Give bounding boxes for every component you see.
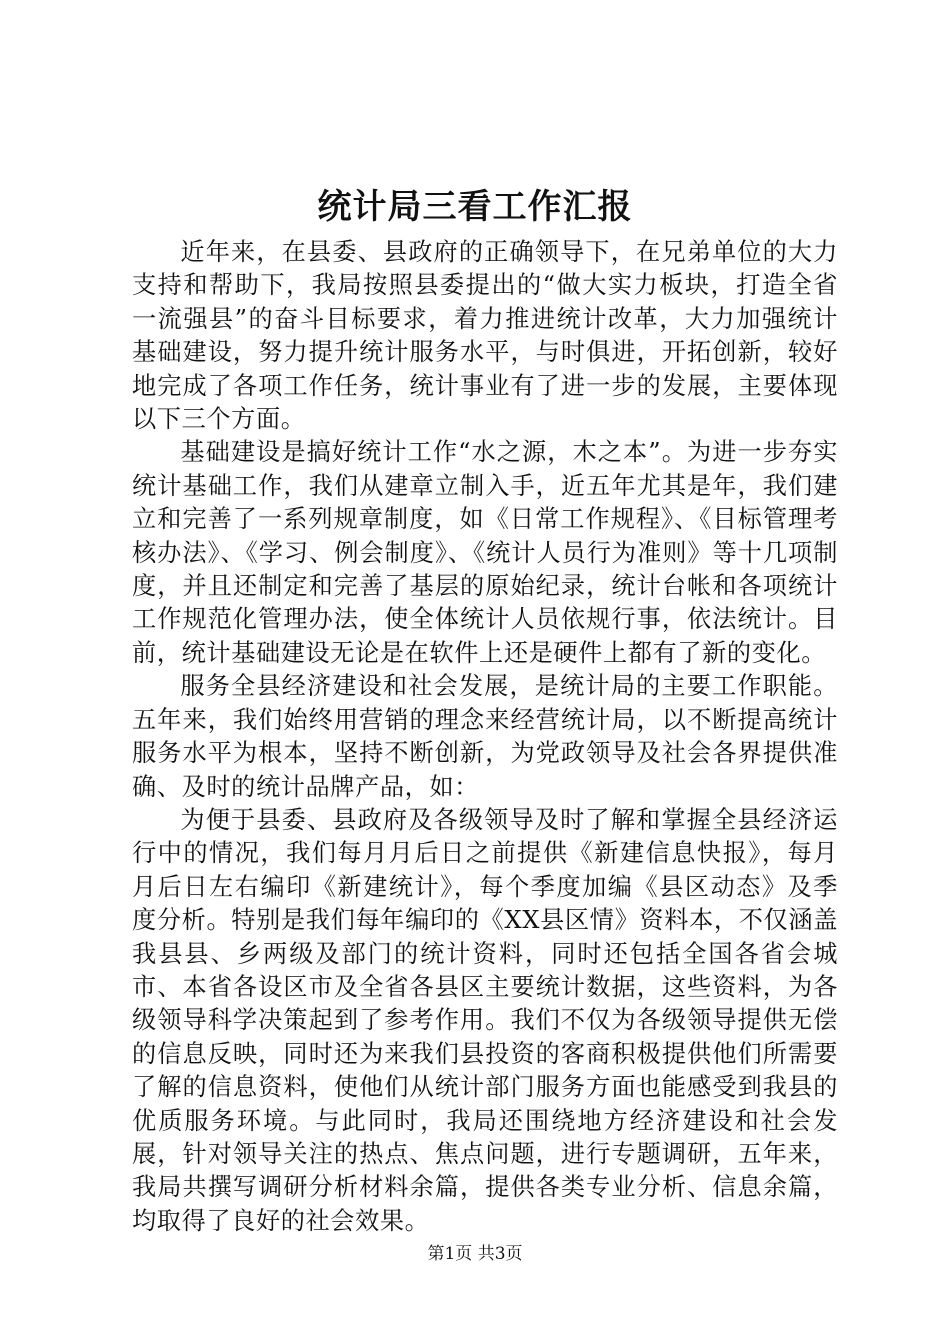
paragraph-service: 服务全县经济建设和社会发展，是统计局的主要工作职能。五年来，我们始终用营销的理念来经营统计局，以不断提高统计服务水平为根本，坚持不断创新，为党政领导及社会各界提供准确、及时的统计品牌产品，如：: [132, 672, 838, 801]
document-body: [132, 236, 838, 1238]
document-title: 统计局三看工作汇报: [317, 187, 633, 227]
paragraph-foundation: 基础建设是搞好统计工作“水之源，木之本”。为进一步夯实统计基础工作，我们从建章立制入手，近五年尤其是年，我们建立和完善了一系列规章制度，如《日常工作规程》、《目标管理考核办法》、《学习、例会制度》、《统计人员行为准则》等十几项制度，并且还制定和完善了基层的原始纪录，统计台帐和各项统计工作规范化管理办法，使全体统计人员依规行事，依法统计。目前，统计基础建设无论是在软件上还是硬件上都有了新的变化。: [132, 438, 838, 667]
paragraph-intro: 近年来，在县委、县政府的正确领导下，在兄弟单位的大力支持和帮助下，我局按照县委提出的“做大实力板块，打造全省一流强县”的奋斗目标要求，着力推进统计改革，大力加强统计基础建设，努力提升统计服务水平，与时俱进，开拓创新，较好地完成了各项工作任务，统计事业有了进一步的发展，主要体现以下三个方面。: [132, 238, 838, 434]
paragraph-products: 为便于县委、县政府及各级领导及时了解和掌握全县经济运行中的情况，我们每月月后日之前提供《新建信息快报》，每月月后日左右编印《新建统计》，每个季度加编《县区动态》及季度分析。特别是我们每年编印的《XX县区情》资料本，不仅涵盖我县县、乡两级及部门的统计资料，同时还包括全国各省会城市、本省各设区市及全省各县区主要统计数据，这些资料，为各级领导科学决策起到了参考作用。我们不仅为各级领导提供无偿的信息反映，同时还为来我们县投资的客商积极提供他们所需要了解的信息资料，使他们从统计部门服务方面也能感受到我县的优质服务环境。与此同时，我局还围绕地方经济建设和社会发展，针对领导关注的热点、焦点问题，进行专题调研，五年来，我局共撰写调研分析材料余篇，提供各类专业分析、信息余篇，均取得了良好的社会效果。: [132, 805, 838, 1235]
page-number-footer: 第1页 共3页: [427, 1244, 523, 1264]
